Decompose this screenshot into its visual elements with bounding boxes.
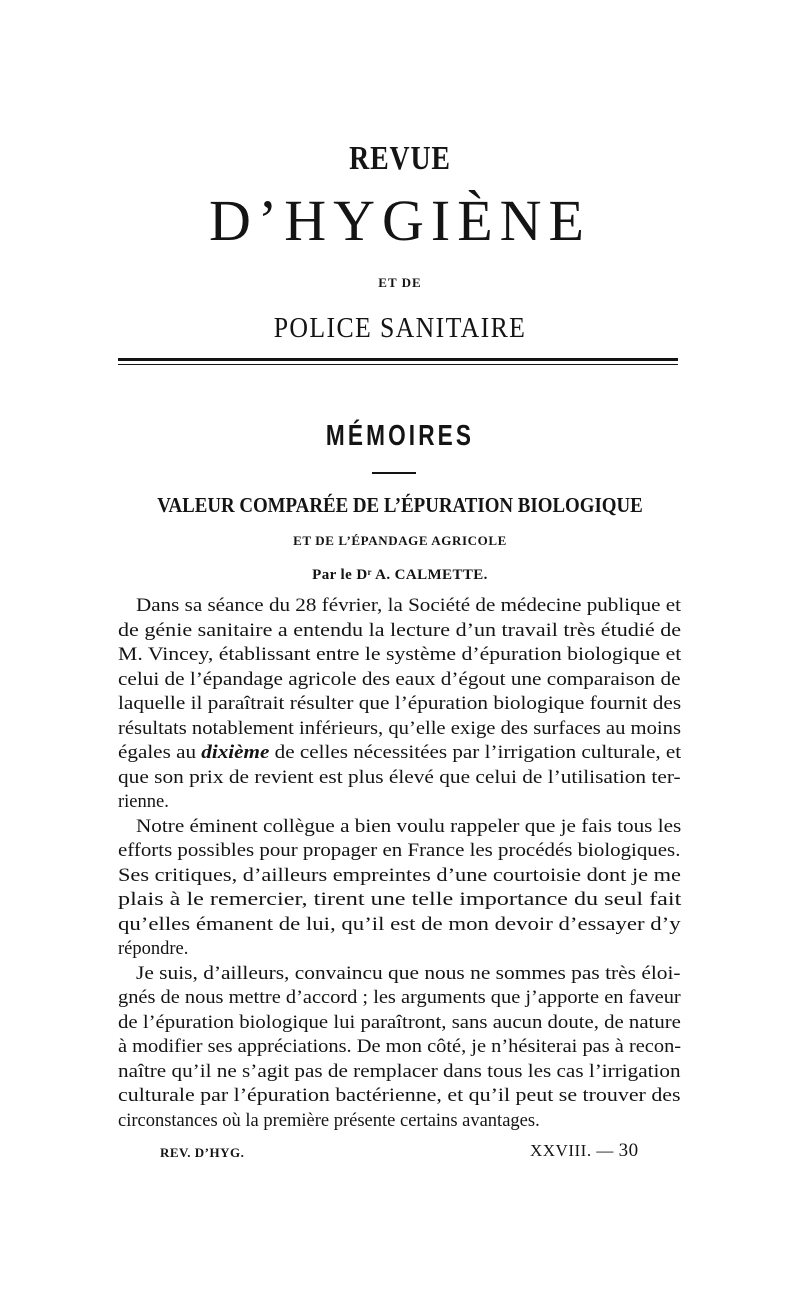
body-line: circonstances où la première présente certains avantages. xyxy=(118,1110,540,1131)
body-line: de l’épuration biologique lui paraîtront, sans aucun doute, de nature xyxy=(118,1012,681,1033)
body-line: rienne. xyxy=(118,792,169,812)
section-heading: MÉMOIRES xyxy=(325,420,475,452)
article-subtitle: ET DE L’ÉPANDAGE AGRICOLE xyxy=(293,533,507,548)
journal-title-hygiene: D’HYGIÈNE xyxy=(209,188,591,253)
body-line: laquelle il paraîtrait résulter que l’épuration biologique fournit des xyxy=(118,694,682,714)
body-line: Notre éminent collègue a bien voulu rappeler que je fais tous les xyxy=(136,816,682,837)
article-title: VALEUR COMPARÉE DE L’ÉPURATION BIOLOGIQUE xyxy=(157,493,643,517)
body-line: à modifier ses appréciations. De mon côté, je n’hésiterai pas à recon- xyxy=(118,1037,682,1057)
body-line: M. Vincey, établissant entre le système d’épuration biologique et xyxy=(118,645,682,665)
body-line: de génie sanitaire a entendu la lecture d’un travail très étudié de xyxy=(118,620,682,641)
body-line: culturale par l’épuration bactérienne, et qu’il peut se trouver des xyxy=(118,1086,681,1106)
journal-title-revue: REVUE xyxy=(349,140,451,177)
body-line: résultats notablement inférieurs, qu’elle exige des surfaces au moins xyxy=(118,718,681,739)
section-divider xyxy=(372,472,416,474)
body-line: gnés de nous mettre d’accord ; les arguments que j’apporte en faveur xyxy=(118,988,681,1008)
header-rule-thin xyxy=(118,364,678,365)
header-rule-thick xyxy=(118,358,678,361)
body-line: efforts possibles pour propager en France les procédés biologiques. xyxy=(118,841,681,861)
body-line: que son prix de revient est plus élevé que celui de l’utilisation ter- xyxy=(118,767,681,788)
footer-journal-abbrev: REV. D’HYG. xyxy=(160,1145,245,1160)
journal-title-police-sanitaire: POLICE SANITAIRE xyxy=(273,313,527,344)
page-number: 30 xyxy=(618,1140,639,1161)
body-line: répondre. xyxy=(118,939,189,959)
footer-volume: XXVIII. — xyxy=(530,1141,614,1160)
emphasized-word: dixième xyxy=(201,743,270,763)
body-line-text: égales au xyxy=(118,743,202,763)
body-line: celui de l’épandage agricole des eaux d’égout une comparaison de xyxy=(118,669,681,690)
article-byline: Par le Dʳ A. CALMETTE. xyxy=(312,567,488,583)
footer-signature xyxy=(530,1140,639,1162)
body-line: qu’elles émanent de lui, qu’il est de mon devoir d’essayer d’y xyxy=(118,914,681,935)
body-line: plais à le remercier, tirent une telle importance du seul fait xyxy=(118,890,682,910)
body-line: Dans sa séance du 28 février, la Société de médecine publique et xyxy=(136,596,682,616)
body-line: Ses critiques, d’ailleurs empreintes d’une courtoisie dont je me xyxy=(118,865,681,886)
journal-title-et-de: ET DE xyxy=(378,275,422,290)
body-line: naître qu’il ne s’agit pas de remplacer dans tous les cas l’irrigation xyxy=(118,1061,681,1082)
body-line-text: de celles nécessitées par l’irrigation culturale, et xyxy=(269,743,682,763)
body-line xyxy=(118,744,681,763)
body-line: Je suis, d’ailleurs, convaincu que nous ne sommes pas très éloi- xyxy=(136,963,681,984)
